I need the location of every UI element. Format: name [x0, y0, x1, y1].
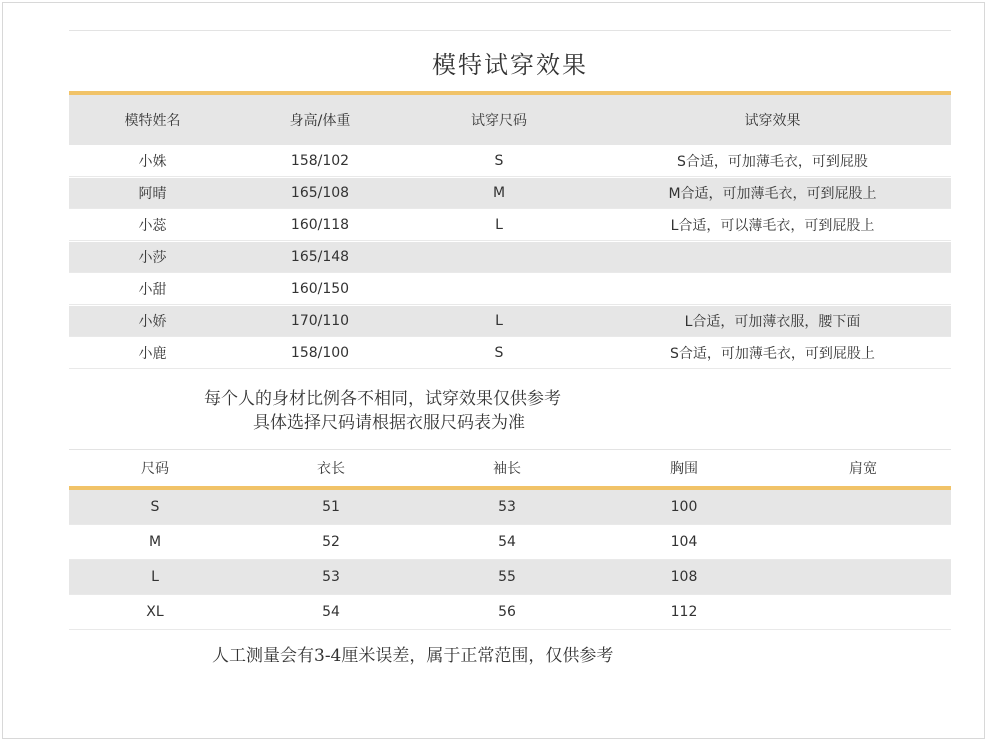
table-row [69, 337, 951, 369]
measurement-disclaimer: 人工测量会有3-4厘米误差，属于正常范围，仅供参考 [212, 646, 614, 666]
table-row [69, 305, 951, 337]
fit-table-header [69, 91, 951, 145]
model-name: 小甜 [138, 282, 167, 298]
fit-effect: S合适，可加薄毛衣，可到屁股上 [670, 346, 875, 362]
chest-value: 108 [670, 569, 698, 585]
height-weight: 165/148 [290, 249, 350, 265]
size-label: L [151, 569, 159, 585]
table-row [69, 560, 951, 595]
sleeve-value: 55 [498, 569, 516, 585]
header-fit-effect: 试穿效果 [744, 113, 801, 129]
chest-value: 104 [670, 534, 698, 550]
model-name: 小莎 [138, 250, 167, 266]
model-name: 小蕊 [138, 218, 167, 234]
fit-effect: M合适，可加薄毛衣，可到屁股上 [668, 186, 877, 202]
fit-effect: L合适，可以薄毛衣，可到屁股上 [670, 218, 875, 234]
size-label: S [150, 499, 160, 515]
header-model-name: 模特姓名 [124, 113, 181, 129]
top-divider [69, 30, 951, 31]
length-value: 51 [322, 499, 340, 515]
table-row [69, 525, 951, 560]
model-name: 小娇 [138, 314, 167, 330]
size-table-header [69, 450, 951, 490]
chest-value: 112 [670, 604, 698, 620]
header-height-weight: 身高/体重 [289, 113, 351, 129]
sleeve-value: 54 [498, 534, 516, 550]
model-name: 小鹿 [138, 346, 167, 362]
height-weight: 160/118 [290, 217, 350, 233]
model-name: 小姝 [138, 154, 167, 170]
height-weight: 158/102 [290, 153, 350, 169]
header-sleeve: 袖长 [493, 461, 521, 477]
fit-size: S [494, 153, 504, 169]
size-table [69, 450, 951, 630]
fit-size: L [495, 217, 503, 233]
fit-table [69, 91, 951, 369]
sleeve-value: 56 [498, 604, 516, 620]
height-weight: 158/100 [290, 345, 350, 361]
table-row [69, 145, 951, 177]
fit-effect: L合适，可加薄衣服，腰下面 [684, 314, 861, 330]
table-row [69, 490, 951, 525]
fit-size: S [494, 345, 504, 361]
page-title: 模特试穿效果 [432, 51, 588, 79]
chest-value: 100 [670, 499, 698, 515]
fit-disclaimer-line-2: 具体选择尺码请根据衣服尺码表为准 [253, 413, 525, 433]
model-name: 阿晴 [138, 186, 167, 202]
fit-size: L [495, 313, 503, 329]
fit-effect: S合适，可加薄毛衣，可到屁股 [677, 154, 868, 170]
table-row [69, 177, 951, 209]
sleeve-value: 53 [498, 499, 516, 515]
length-value: 52 [322, 534, 340, 550]
header-size: 尺码 [141, 461, 169, 477]
fit-disclaimer-line-1: 每个人的身材比例各不相同，试穿效果仅供参考 [204, 389, 561, 409]
header-chest: 胸围 [670, 461, 698, 477]
height-weight: 165/108 [290, 185, 350, 201]
table-row [69, 595, 951, 630]
height-weight: 170/110 [290, 313, 350, 329]
size-chart-page [2, 2, 985, 739]
table-row [69, 241, 951, 273]
size-label: M [148, 534, 162, 550]
header-shoulder: 肩宽 [849, 461, 877, 477]
table-row [69, 273, 951, 305]
height-weight: 160/150 [290, 281, 350, 297]
header-length: 衣长 [317, 461, 345, 477]
length-value: 53 [322, 569, 340, 585]
size-label: XL [146, 604, 164, 620]
fit-size: M [492, 185, 506, 201]
header-fit-size: 试穿尺码 [471, 113, 527, 129]
fit-disclaimer [69, 387, 951, 435]
length-value: 54 [322, 604, 340, 620]
table-row [69, 209, 951, 241]
